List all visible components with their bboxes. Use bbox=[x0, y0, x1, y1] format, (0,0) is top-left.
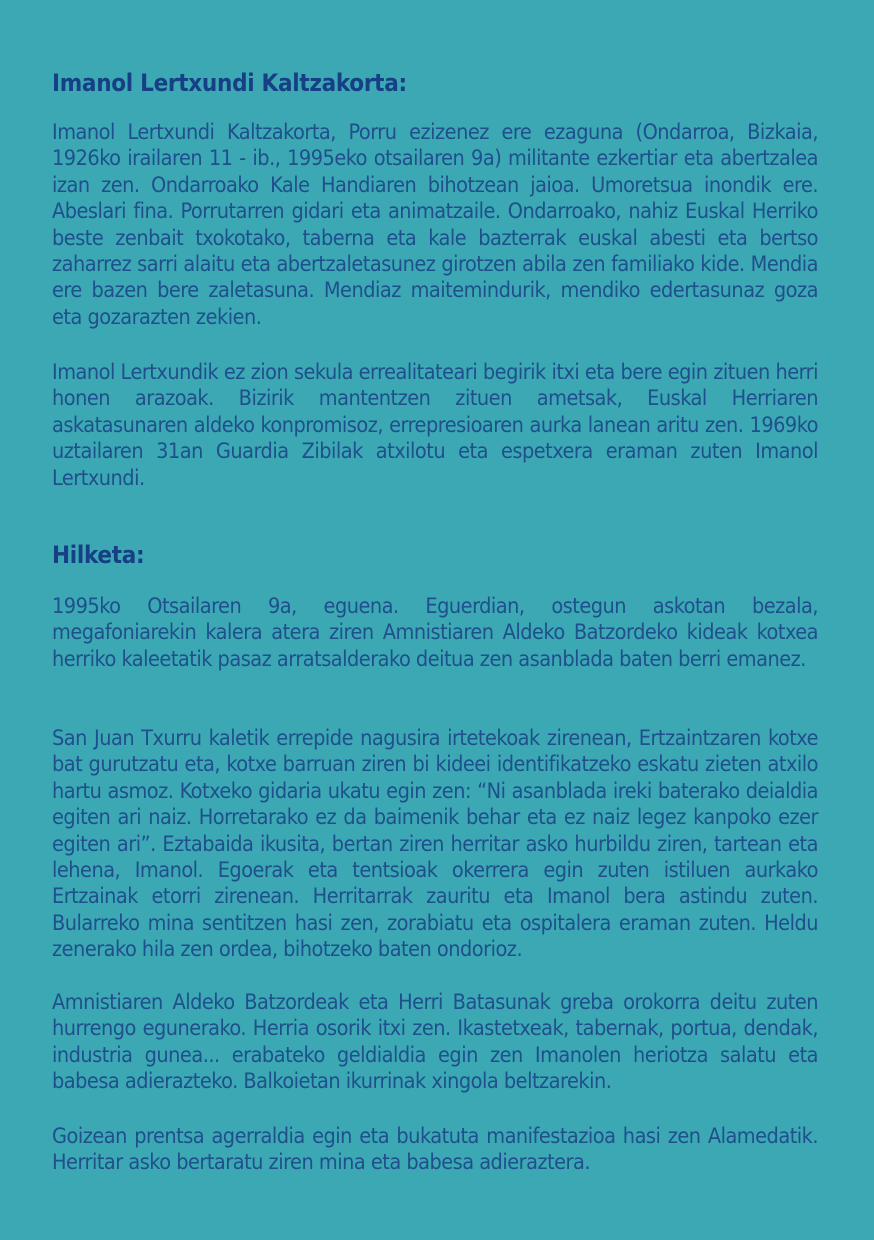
paragraph: Imanol Lertxundi Kaltzakorta, Porru ezizenez ere ezaguna (Ondarroa, Bizkaia, 1926ko irailaren 11 - ib., 1995eko otsailaren 9a) militante ezkertiar eta abertzalea izan zen. Ondarroako Kale Handiaren bihotzean jaioa. Umoretsua inondik ere. Abeslari fina. Porrutarren gidari eta animatzaile. Ondarroako, nahiz Euskal Herriko beste zenbait txokotako, taberna eta kale bazterrak euskal abesti eta bertso zaharrez sarri alaitu eta abertzaletasunez girotzen abila zen familiako kide. Mendia ere bazen bere zaletasuna. Mendiaz maitemindurik, mendiko edertasunaz goza eta gozarazten zekien. bbox=[52, 120, 818, 330]
section-heading-biography: Imanol Lertxundi Kaltzakorta: bbox=[52, 69, 407, 97]
paragraph: 1995ko Otsailaren 9a, eguena. Eguerdian, ostegun askotan bezala, megafoniarekin kalera atera ziren Amnistiaren Aldeko Batzordeko kideak kotxea herriko kaleetatik pasaz arratsalderako deitua zen asanblada baten berri emanez. bbox=[52, 594, 818, 672]
paragraph: San Juan Txurru kaletik errepide nagusira irtetekoak zirenean, Ertzaintzaren kotxe bat gurutzatu eta, kotxe barruan ziren bi kideei identifikatzeko eskatu zieten atxilo hartu asmoz. Kotxeko gidaria ukatu egin zen: “Ni asanblada ireki baterako deialdia egiten ari naiz. Horretarako ez da baimenik behar eta ez naiz legez kanpoko ezer egiten ari”. Eztabaida ikusita, bertan ziren herritar asko hurbildu ziren, tartean eta lehena, Imanol. Egoerak eta tentsioak okerrera egin zuten istiluen aurkako Ertzainak etorri zirenean. Herritarrak zauritu eta Imanol bera astindu zuten. Bularreko mina sentitzen hasi zen, zorabiatu eta ospitalera eraman zuten. Heldu zenerako hila zen ordea, bihotzeko baten ondorioz. bbox=[52, 726, 818, 963]
section-heading-killing: Hilketa: bbox=[52, 541, 145, 569]
paragraph: Goizean prentsa agerraldia egin eta bukatuta manifestazioa hasi zen Alamedatik. Herritar asko bertaratu ziren mina eta babesa adieraztera. bbox=[52, 1124, 818, 1176]
paragraph: Imanol Lertxundik ez zion sekula errealitateari begirik itxi eta bere egin zituen herri honen arazoak. Bizirik mantentzen zituen ametsak, Euskal Herriaren askatasunaren aldeko konpromisoz, errepresioaren aurka lanean aritu zen. 1969ko uztailaren 31an Guardia Zibilak atxilotu eta espetxera eraman zuten Imanol Lertxundi. bbox=[52, 360, 818, 491]
paragraph: Amnistiaren Aldeko Batzordeak eta Herri Batasunak greba orokorra deitu zuten hurrengo egunerako. Herria osorik itxi zen. Ikastetxeak, tabernak, portua, dendak, industria gunea... erabateko geldialdia egin zen Imanolen heriotza salatu eta babesa adierazteko. Balkoietan ikurrinak xingola beltzarekin. bbox=[52, 990, 818, 1095]
